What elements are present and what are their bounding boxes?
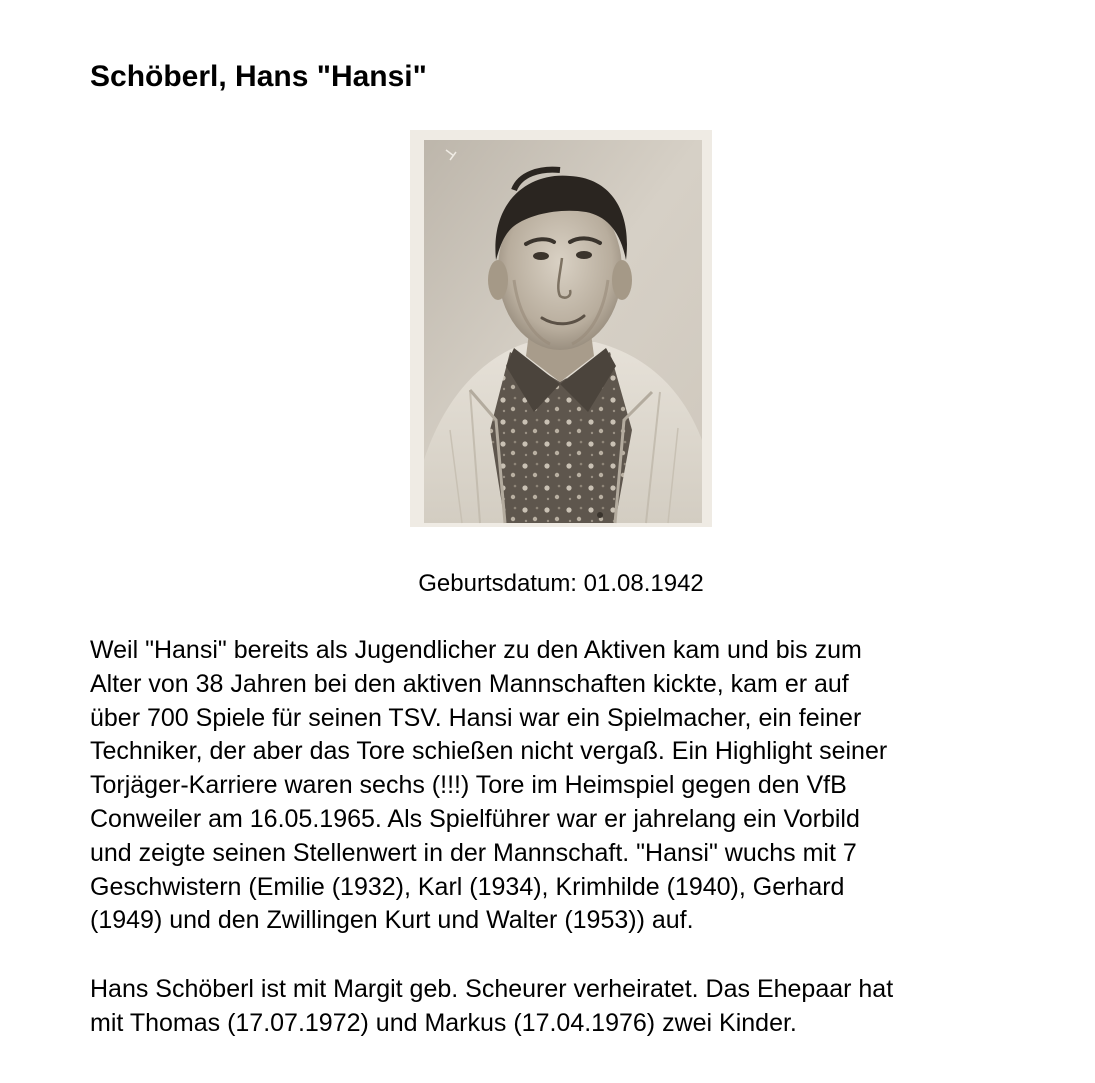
portrait-photo xyxy=(410,130,712,527)
text-line: Torjäger-Karriere waren sechs (!!!) Tore im Heimspiel gegen den VfB xyxy=(90,771,847,800)
text-line: und zeigte seinen Stellenwert in der Mannschaft. "Hansi" wuchs mit 7 xyxy=(90,838,857,867)
text-line: Conweiler am 16.05.1965. Als Spielführer war er jahrelang ein Vorbild xyxy=(90,804,860,833)
text-line: über 700 Spiele für seinen TSV. Hansi war ein Spielmacher, ein feiner xyxy=(90,703,862,732)
page-title: Schöberl, Hans "Hansi" xyxy=(90,60,427,93)
text-line: Weil "Hansi" bereits als Jugendlicher zu den Aktiven kam und bis zum xyxy=(90,636,862,664)
text-line: (1949) und den Zwillingen Kurt und Walter (1953)) auf. xyxy=(90,906,694,935)
biography-paragraph xyxy=(90,634,1050,938)
text-line: mit Thomas (17.07.1972) und Markus (17.04.1976) zwei Kinder. xyxy=(90,1008,797,1037)
text-line: Hans Schöberl ist mit Margit geb. Scheurer verheiratet. Das Ehepaar hat xyxy=(90,975,894,1003)
text-line: Geschwistern (Emilie (1932), Karl (1934), Krimhilde (1940), Gerhard xyxy=(90,872,845,901)
family-paragraph xyxy=(90,973,1050,1041)
text-line: Alter von 38 Jahren bei den aktiven Mannschaften kickte, kam er auf xyxy=(90,669,849,698)
text-line: Techniker, der aber das Tore schießen nicht vergaß. Ein Highlight seiner xyxy=(90,737,888,766)
birth-date: Geburtsdatum: 01.08.1942 xyxy=(418,570,704,597)
